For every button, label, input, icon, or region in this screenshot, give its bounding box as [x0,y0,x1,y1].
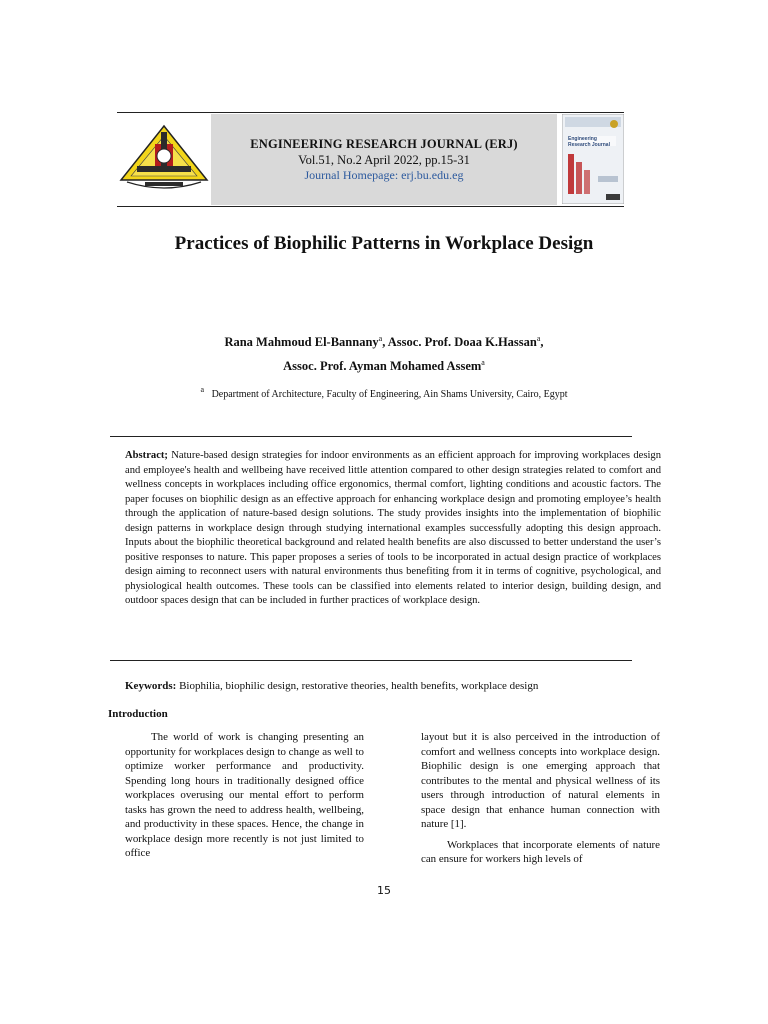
journal-title: ENGINEERING RESEARCH JOURNAL (ERJ) [250,137,518,151]
author-2: , Assoc. Prof. Doaa K.Hassan [382,335,537,349]
paragraph: Workplaces that incorporate elements of nature can ensure for workers high levels of [421,838,660,866]
cover-title: Engineering Research Journal [568,136,610,148]
body-column-right [421,730,660,867]
paper-title: Practices of Biophilic Patterns in Workplace Design [174,233,594,254]
abstract-bottom-rule [110,660,632,661]
author-3: Assoc. Prof. Ayman Mohamed Assem [283,359,482,373]
abstract [125,449,661,609]
keywords-text: Biophilia, biophilic design, restorative theories, health benefits, workplace design [179,680,539,692]
journal-homepage-link[interactable]: Journal Homepage: erj.bu.edu.eg [304,168,464,182]
authors-line-2 [0,358,768,374]
journal-cover-image [562,114,624,204]
page-number: 15 [377,884,391,897]
affiliation-mark: a [536,334,541,343]
university-logo [117,122,211,192]
affiliation [0,385,768,400]
affiliation-text: Department of Architecture, Faculty of Engineering, Ain Shams University, Cairo, Egypt [211,389,568,400]
affiliation-mark: a [481,358,485,367]
header-bottom-rule [117,206,624,207]
author-1: Rana Mahmoud El-Bannany [224,335,379,349]
keywords [125,680,661,692]
affiliation-mark: a [378,334,383,343]
authors-separator: , [540,335,544,349]
authors-line-1 [0,334,768,350]
paragraph: The world of work is changing presenting an opportunity for workplaces design to change as well to optimize worker performance and productivity. Spending long hours in traditionally designed office workplaces overusing our mental effort to perform tasks has grown the need to address health, wellbeing, and productivity in these spaces. Hence, the change in workplace design more recently is not just limited to office [125,731,364,860]
affiliation-mark: a [200,385,205,394]
keywords-label: Keywords: [125,680,177,692]
header-top-rule [117,112,624,113]
abstract-label: Abstract; [125,450,168,461]
journal-volume-info: Vol.51, No.2 April 2022, pp.15-31 [298,153,470,167]
body-column-left [125,730,364,861]
abstract-top-rule [110,436,632,437]
section-heading-introduction: Introduction [108,708,168,720]
abstract-text: Nature-based design strategies for indoor environments as an efficient approach for improving workplaces design and employee's health and wellbeing have received little attention compared to other design strategies related to comfort and wellness concepts in workplaces including office ergonomics, thermal comfort, lighting conditions and acoustic factors. The paper focuses on biophilic design as an effective approach for enhancing workplace design and promoting employee’s health through the application of nature-based design solutions. The study provides insights into the implementation of biophilic design patterns in workplace design through studying international examples successfully adopting this design approach. Inputs about the biophilic theoretical background and related health benefits are also discussed to better understand the user’s positive responses to nature. This paper proposes a series of tools to be incorporated in actual design practice of workplaces design aiming to reconnect users with natural environments thus benefiting from it in terms of cognitive, psychological, and physiological health outcomes. These tools can be classified into elements related to interior design, building design, and outdoor spaces design that can be included in further practices of workplace design. [125,450,661,607]
paragraph: layout but it is also perceived in the introduction of comfort and wellness concepts into workplace design. Biophilic design is one emerging approach that contributes to the mental and physical wellness of its users through introduction of natural elements in space design that enhance human connection with nature [1]. [421,731,660,831]
